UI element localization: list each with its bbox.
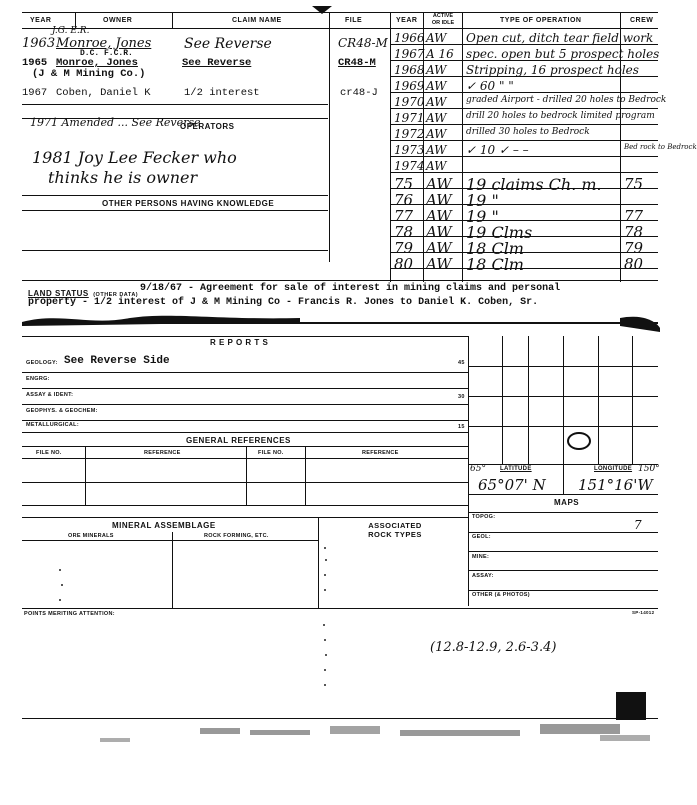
op-year: 80 (394, 255, 414, 273)
scattered-dots (59, 547, 327, 686)
geology-label: GEOLOGY: (26, 360, 58, 366)
file-4: cr48-J (340, 87, 378, 99)
points-coordinates: (12.8-12.9, 2.6-3.4) (430, 640, 557, 655)
scale-15: 15 (458, 424, 465, 430)
owner-year-4: 1967 (22, 87, 48, 99)
reports-title: R E P O R T S (210, 338, 269, 347)
maps-title: MAPS (554, 498, 580, 507)
geology-value: See Reverse Side (64, 355, 170, 367)
black-registration-square (616, 692, 646, 720)
owner-year-2: 1965 (22, 57, 48, 69)
op-type: 18 Clm (466, 239, 524, 258)
owner-name-2: Monroe, Jones (56, 57, 138, 69)
torn-band-right (620, 317, 660, 332)
header-file: FILE (345, 17, 363, 24)
op-status: AW (426, 175, 452, 193)
maps-topog-label: TOPOG: (472, 514, 496, 520)
land-status-line-1: 9/18/67 - Agreement for sale of interest in mining claims and personal (140, 283, 561, 294)
owner-year-1: 1963 (22, 36, 56, 51)
lat-prefix: 65° (470, 464, 486, 474)
op-crew: 77 (624, 207, 644, 225)
header-active: ACTIVE (432, 13, 454, 19)
op-status: AW (426, 95, 447, 109)
operator-entry-2: 1981 Joy Lee Fecker who (32, 148, 237, 167)
op-crew: Bed rock to Bedrock (624, 143, 697, 151)
owner-name-3: (J & M Mining Co.) (32, 68, 146, 80)
land-status-label: LAND STATUS (28, 289, 89, 298)
operator-entry-1: 1971 Amended ... See Reverse (30, 116, 201, 129)
engrg-label: ENGRG: (26, 376, 50, 382)
header-year-2: YEAR (396, 17, 418, 24)
maps-topog-value: 7 (634, 518, 642, 532)
maps-mine-label: MINE: (472, 554, 490, 560)
op-status: AW (426, 207, 452, 225)
op-year: 1966 (394, 31, 425, 45)
ref-reference-2: REFERENCE (362, 450, 399, 456)
general-references-title: GENERAL REFERENCES (186, 436, 291, 445)
bottom-noise (100, 724, 650, 742)
op-status: AW (426, 79, 447, 93)
owner-initials-2: D.C. F.C.R. (80, 49, 133, 58)
op-type: ✓ 60 " " (466, 79, 514, 93)
op-year: 1971 (394, 111, 425, 125)
op-year: 1972 (394, 127, 425, 141)
op-year: 1970 (394, 95, 425, 109)
torn-band-left (22, 316, 300, 326)
op-type: 19 claims Ch. m. (466, 175, 602, 194)
owner-initials-1: J.G. E.R. (52, 26, 90, 36)
op-type: drill 20 holes to bedrock limited program (466, 111, 655, 121)
op-year: 1973 (394, 143, 425, 157)
op-type: spec. open but 5 prospect holes (466, 47, 660, 61)
op-year: 76 (394, 191, 414, 209)
op-year: 79 (394, 239, 414, 257)
longitude-value: 151°16'W (578, 476, 653, 494)
owner-name-4: Coben, Daniel K (56, 87, 151, 99)
op-year: 78 (394, 223, 414, 241)
op-type: drilled 30 holes to Bedrock (466, 127, 590, 137)
op-year: 75 (394, 175, 414, 193)
ref-file-no-1: FILE NO. (36, 450, 62, 456)
long-suffix: 150° (638, 464, 660, 474)
other-persons-label: OTHER PERSONS HAVING KNOWLEDGE (102, 199, 275, 208)
header-claim-name: CLAIM NAME (232, 17, 282, 24)
op-status: AW (426, 63, 447, 77)
op-type: 19 " (466, 191, 499, 210)
op-status: AW (426, 191, 452, 209)
operator-entry-3: thinks he is owner (48, 168, 198, 187)
op-type: Stripping, 16 prospect holes (466, 63, 639, 77)
op-crew: 80 (624, 255, 644, 273)
claim-name-1: See Reverse (184, 36, 272, 52)
header-type-operation: TYPE OF OPERATION (500, 17, 582, 24)
ref-file-no-2: FILE NO. (258, 450, 284, 456)
file-2: CR48-M (338, 57, 376, 69)
op-status: AW (426, 127, 447, 141)
op-type: graded Airport - drilled 20 holes to Bedrock (466, 95, 667, 105)
header-idle: OR IDLE (431, 20, 455, 26)
rock-forming-label: ROCK FORMING, ETC. (204, 533, 269, 539)
points-meriting-label: POINTS MERITING ATTENTION: (24, 611, 115, 617)
assay-label: ASSAY & IDENT: (26, 392, 74, 398)
header-crew: CREW (630, 17, 654, 24)
claim-name-4: 1/2 interest (184, 87, 260, 99)
op-status: AW (426, 239, 452, 257)
claim-name-2: See Reverse (182, 57, 252, 69)
header-year: YEAR (30, 17, 52, 24)
land-status-line-2: property - 1/2 interest of J & M Mining Co - Francis R. Jones to Daniel K. Coben, Sr. (28, 297, 539, 308)
latitude-value: 65°07' N (478, 476, 546, 494)
ref-reference-1: REFERENCE (144, 450, 181, 456)
mineral-assemblage-title: MINERAL ASSEMBLAGE (112, 521, 216, 530)
op-status: AW (426, 143, 447, 157)
op-type: Open cut, ditch tear field work (466, 31, 654, 45)
op-year: 77 (394, 207, 414, 225)
header-owner: OWNER (103, 17, 133, 24)
op-status: AW (426, 255, 452, 273)
op-type: 19 " (466, 207, 499, 226)
form-number: SP-14012 (632, 610, 655, 615)
op-status: AW (426, 159, 447, 173)
op-type: ✓ 10 ✓ – – (466, 143, 529, 157)
op-status: AW (426, 223, 452, 241)
longitude-label: LONGITUDE (594, 466, 633, 472)
owner-name-1: Monroe, Jones (56, 36, 152, 51)
scale-45: 45 (458, 360, 465, 366)
operators-label: OPERATORS (180, 122, 235, 131)
latitude-label: LATITUDE (500, 466, 532, 472)
op-crew: 78 (624, 223, 644, 241)
metallurgical-label: METALLURGICAL: (26, 422, 79, 428)
assoc-line-2: ROCK TYPES (368, 530, 422, 539)
op-status: A 16 (426, 47, 454, 61)
maps-assay-label: ASSAY: (472, 573, 494, 579)
op-year: 1968 (394, 63, 425, 77)
op-crew: 79 (624, 239, 644, 257)
file-1: CR48-M (338, 36, 388, 50)
scale-30: 30 (458, 394, 465, 400)
op-crew: 75 (624, 175, 644, 193)
land-status-sublabel: (OTHER DATA) (93, 292, 139, 298)
op-type: 19 Clms (466, 223, 533, 242)
op-status: AW (426, 31, 447, 45)
geophys-label: GEOPHYS. & GEOCHEM: (26, 408, 98, 414)
top-arrow-mark (312, 6, 332, 14)
ore-minerals-label: ORE MINERALS (68, 533, 114, 539)
op-status: AW (426, 111, 447, 125)
op-year: 1969 (394, 79, 425, 93)
op-year: 1967 (394, 47, 425, 61)
maps-other-label: OTHER (& PHOTOS) (472, 592, 530, 598)
maps-geol-label: GEOL: (472, 534, 491, 540)
op-type: 18 Clm (466, 255, 524, 274)
assoc-line-1: ASSOCIATED (368, 521, 422, 530)
op-year: 1974 (394, 159, 425, 173)
